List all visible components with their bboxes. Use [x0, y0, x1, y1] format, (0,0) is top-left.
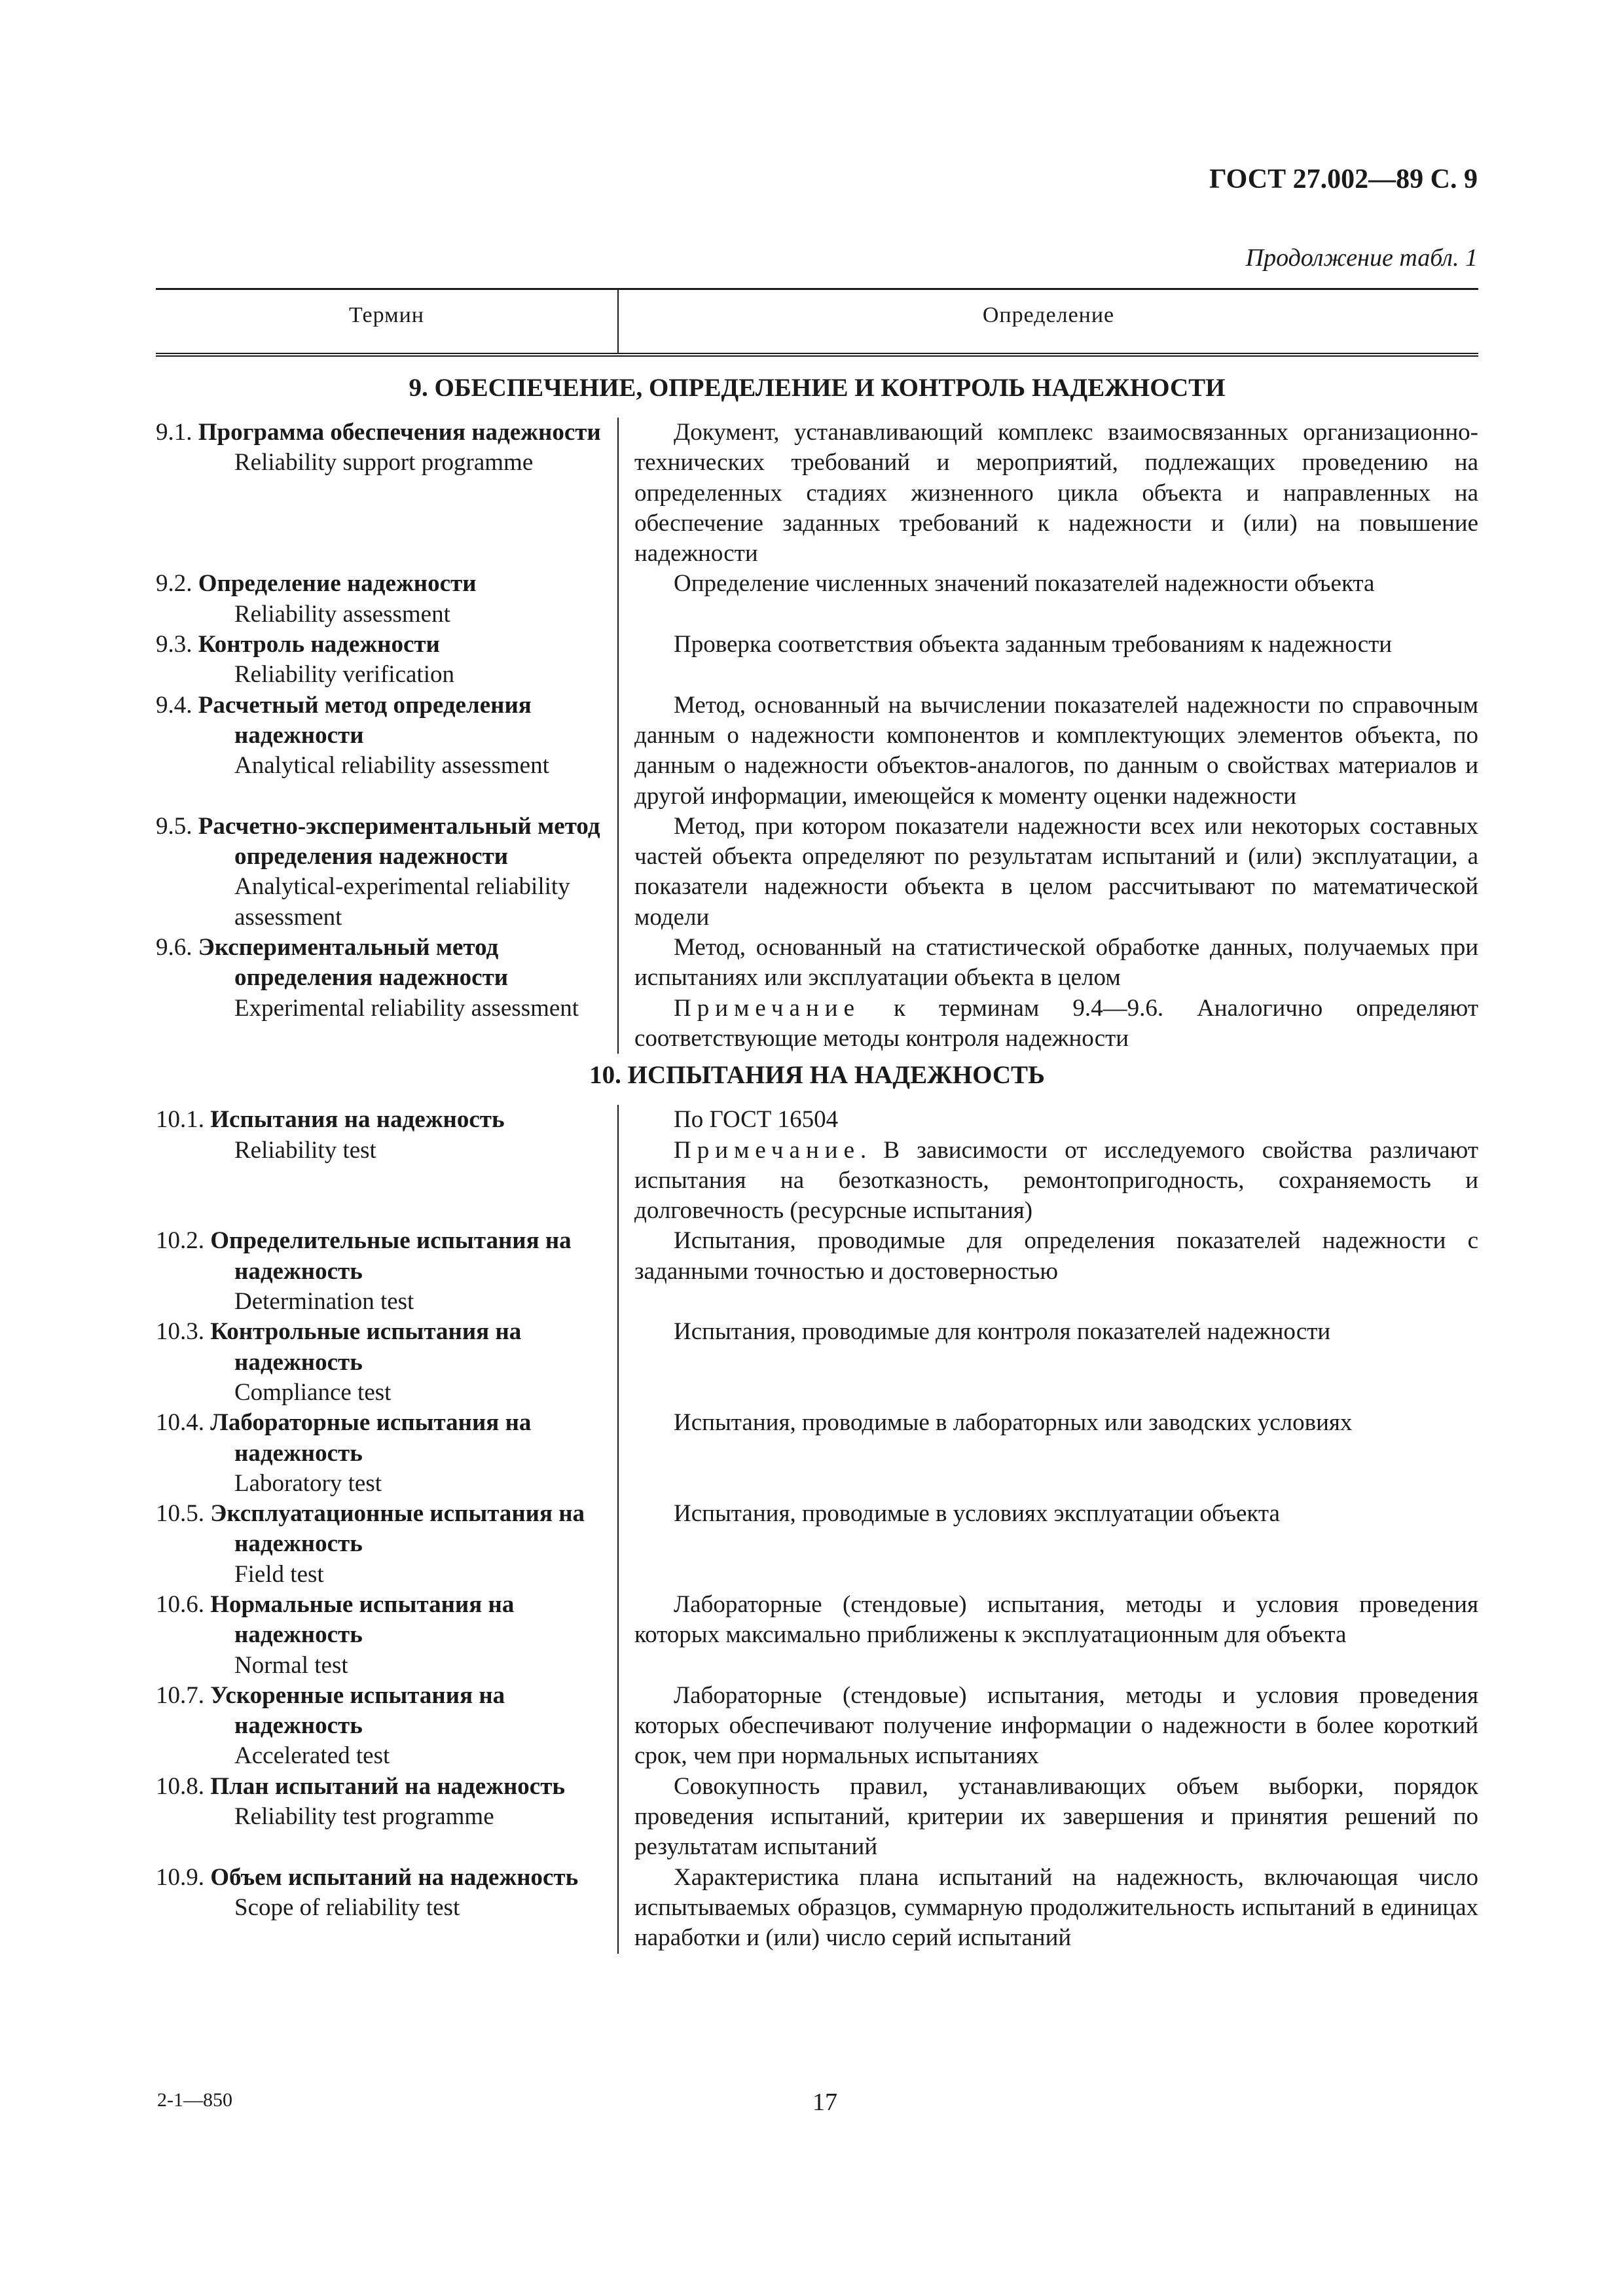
term-russian: Экспериментальный метод определения надежности	[198, 934, 509, 992]
definition-cell	[619, 691, 1478, 812]
term-number: 10.4.	[156, 1409, 204, 1437]
definition-text: Характеристика плана испытаний на надежность, включающая число испытываемых образцов, суммарную продолжительность испытаний в единицах наработки и (или) число серий испытаний	[634, 1863, 1478, 1952]
definition-text: По ГОСТ 16504	[674, 1106, 839, 1134]
term-number: 9.2.	[156, 570, 192, 598]
term-english: Reliability assessment	[234, 600, 450, 628]
term-russian: Ускоренные испытания на надежность	[210, 1681, 505, 1740]
note-label: Примечание	[674, 994, 860, 1022]
term-english: Compliance test	[234, 1378, 392, 1406]
definition-cell	[619, 1590, 1478, 1681]
document-reference: ГОСТ 27.002—89 С. 9	[1209, 164, 1478, 194]
term-russian: Расчетный метод определения надежности	[198, 691, 532, 749]
term-russian: Объем испытаний на надежность	[210, 1863, 579, 1891]
term-column	[156, 1590, 617, 1681]
term-number: 10.9.	[156, 1863, 204, 1891]
definition-cell	[619, 1863, 1478, 1954]
term-russian: Контрольные испытания на надежность	[210, 1318, 522, 1376]
term-column	[156, 1226, 617, 1317]
term-cell	[156, 569, 606, 630]
term-russian: Контроль надежности	[198, 631, 440, 658]
term-number: 10.8.	[156, 1772, 204, 1800]
definition-cell	[619, 1226, 1478, 1317]
definition-text: Проверка соответствия объекта заданным требованиям к надежности	[674, 631, 1393, 658]
definition-text: Лабораторные (стендовые) испытания, методы и условия проведения которых максимально приближены к эксплуатационным для объекта	[634, 1590, 1478, 1649]
note-text: к терминам 9.4—9.6. Аналогично определяют соответствующие методы контроля надежности	[634, 994, 1478, 1052]
definition-text: Испытания, проводимые для контроля показателей надежности	[674, 1318, 1331, 1346]
term-cell	[156, 1226, 606, 1317]
term-column	[156, 1681, 617, 1772]
definition-cell	[619, 569, 1478, 630]
definition-cell	[619, 812, 1478, 933]
term-russian: Определение надежности	[198, 570, 477, 598]
definition-text: Испытания, проводимые для определения показателей надежности с заданными точностью и достоверностью	[634, 1227, 1478, 1285]
note-label: Примечание	[674, 1136, 860, 1164]
term-number: 10.7.	[156, 1681, 204, 1709]
table-continuation-note: Продолжение табл. 1	[1245, 244, 1478, 272]
definition-cell	[619, 630, 1478, 691]
term-english: Reliability test	[234, 1136, 376, 1164]
term-cell	[156, 1863, 606, 1924]
definition-cell	[619, 1681, 1478, 1772]
term-cell	[156, 1499, 606, 1590]
section-heading: 9. ОБЕСПЕЧЕНИЕ, ОПРЕДЕЛЕНИЕ И КОНТРОЛЬ НАДЕЖНОСТИ	[409, 374, 1226, 402]
term-number: 10.1.	[156, 1106, 204, 1134]
terms-table-body	[156, 367, 1478, 1954]
term-column	[156, 691, 617, 812]
definition-text: Испытания, проводимые в условиях эксплуатации объекта	[674, 1500, 1280, 1528]
term-number: 9.5.	[156, 812, 192, 840]
term-english: Reliability support programme	[234, 449, 534, 476]
term-number: 10.3.	[156, 1318, 204, 1346]
term-russian: Программа обеспечения надежности	[198, 419, 601, 446]
definition-cell	[619, 1317, 1478, 1408]
term-cell	[156, 1408, 606, 1499]
term-column	[156, 1863, 617, 1954]
definition-text: Испытания, проводимые в лабораторных или заводских условиях	[674, 1409, 1353, 1437]
term-english: Laboratory test	[234, 1469, 382, 1497]
column-header-term: Термин	[349, 303, 424, 327]
page-number: 17	[812, 2089, 837, 2116]
term-column	[156, 1499, 617, 1590]
definition-cell	[619, 1772, 1478, 1863]
definition-cell	[619, 1499, 1478, 1590]
term-russian: Определительные испытания на надежность	[210, 1227, 572, 1285]
definition-text: Метод, основанный на статистической обработке данных, получаемых при испытаниях или эксплуатации объекта в целом	[634, 934, 1478, 992]
term-number: 9.4.	[156, 691, 192, 719]
definition-text: Лабораторные (стендовые) испытания, методы и условия проведения которых обеспечивают получение информации о надежности в более короткий срок, чем при нормальных испытаниях	[634, 1681, 1478, 1770]
term-cell	[156, 691, 606, 781]
term-russian: План испытаний на надежность	[210, 1772, 565, 1800]
definition-text: Метод, основанный на вычислении показателей надежности по справочным данным о надежности компонентов и комплектующих элементов объекта, по данным о надежности объектов-аналогов, по данным о свойствах материалов и другой информации, имеющейся к моменту оценки надежности	[634, 691, 1478, 810]
term-number: 10.6.	[156, 1590, 204, 1618]
term-cell	[156, 630, 606, 691]
note-text: . В зависимости от исследуемого свойства различают испытания на безотказность, ремонтопригодность, сохраняемость и долговечность (ресурсные испытания)	[634, 1136, 1478, 1225]
term-column	[156, 1408, 617, 1499]
term-column	[156, 812, 617, 933]
definition-text: Метод, при котором показатели надежности всех или некоторых составных частей объекта определяют по результатам испытаний и (или) эксплуатации, а показатели надежности объекта в целом рассчитывают по математической модели	[634, 812, 1478, 931]
print-code: 2-1—850	[157, 2089, 232, 2111]
term-number: 9.1.	[156, 419, 192, 446]
term-number: 9.3.	[156, 631, 192, 658]
term-russian: Испытания на надежность	[210, 1106, 505, 1134]
term-column	[156, 569, 617, 630]
term-english: Analytical-experimental reliability assessment	[234, 873, 570, 931]
term-cell	[156, 1317, 606, 1408]
term-english: Field test	[234, 1560, 324, 1588]
term-english: Accelerated test	[234, 1742, 390, 1770]
column-header-definition: Определение	[982, 303, 1115, 327]
term-column	[156, 1317, 617, 1408]
term-column	[156, 1772, 617, 1863]
term-english: Analytical reliability assessment	[234, 752, 549, 780]
term-cell	[156, 812, 606, 933]
term-cell	[156, 1772, 606, 1833]
term-russian: Расчетно-экспериментальный метод определения надежности	[198, 812, 600, 870]
section-heading: 10. ИСПЫТАНИЯ НА НАДЕЖНОСТЬ	[589, 1061, 1045, 1090]
term-cell	[156, 1681, 606, 1772]
term-cell	[156, 933, 606, 1024]
term-english: Experimental reliability assessment	[234, 994, 579, 1022]
term-number: 10.5.	[156, 1500, 204, 1528]
term-column	[156, 630, 617, 691]
term-number: 9.6.	[156, 934, 192, 961]
term-english: Determination test	[234, 1288, 414, 1316]
term-english: Reliability verification	[234, 661, 454, 689]
section-body	[156, 418, 1478, 1054]
term-column	[156, 933, 617, 1054]
term-russian: Лабораторные испытания на надежность	[210, 1409, 532, 1467]
term-cell	[156, 418, 606, 478]
term-column	[156, 1105, 617, 1226]
definition-cell	[619, 418, 1478, 569]
definition-text: Совокупность правил, устанавливающих объем выборки, порядок проведения испытаний, критерии их завершения и принятия решений по результатам испытаний	[634, 1772, 1478, 1861]
term-english: Reliability test programme	[234, 1803, 494, 1831]
term-number: 10.2.	[156, 1227, 204, 1255]
definition-cell	[619, 1105, 1478, 1226]
definition-cell	[619, 1408, 1478, 1499]
table-header	[156, 288, 1478, 357]
term-column	[156, 418, 617, 569]
term-english: Normal test	[234, 1651, 348, 1679]
definition-text: Определение численных значений показателей надежности объекта	[674, 570, 1375, 598]
definition-text: Документ, устанавливающий комплекс взаимосвязанных организационно-технических требований и мероприятий, подлежащих проведению на определенных стадиях жизненного цикла объекта и направленных на обеспечение заданных требований к надежности и (или) на повышение надежности	[634, 419, 1478, 567]
note	[634, 1136, 1478, 1227]
term-russian: Нормальные испытания на надежность	[210, 1590, 515, 1649]
term-english: Scope of reliability test	[234, 1893, 460, 1921]
term-russian: Эксплуатационные испытания на надежность	[210, 1500, 585, 1558]
term-cell	[156, 1590, 606, 1681]
section-body	[156, 1105, 1478, 1953]
note	[634, 994, 1478, 1054]
term-cell	[156, 1105, 606, 1166]
definition-cell	[619, 933, 1478, 1054]
